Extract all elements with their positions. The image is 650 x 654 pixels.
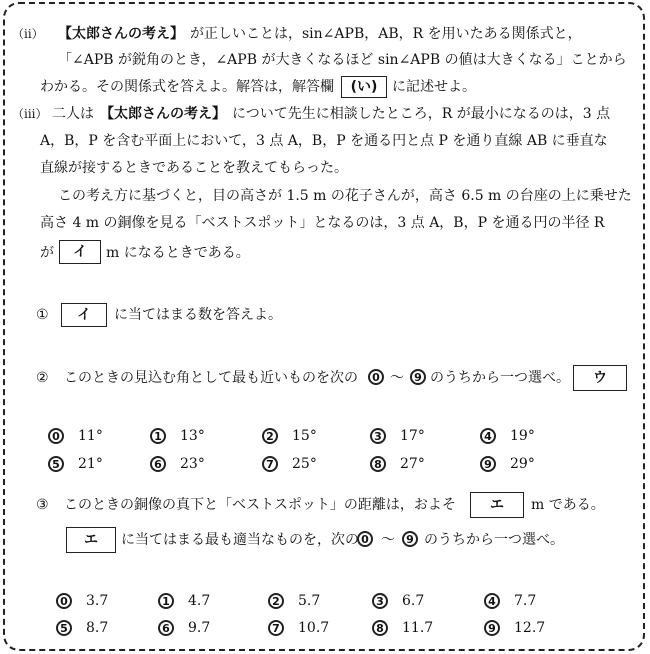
q3-option-value: 7.7 xyxy=(514,593,537,609)
question-3-text-end: m である。 xyxy=(531,497,605,513)
q3-option-key: 1 xyxy=(158,593,174,609)
answer-box-a: イ xyxy=(59,240,101,264)
q2-option-key: 4 xyxy=(480,428,496,444)
q2-option-value: 21° xyxy=(78,456,103,472)
answer-box-a-q1: イ xyxy=(61,303,107,327)
taro-idea-heading: 【太郎さんの考え】 xyxy=(58,26,184,42)
question-1-number: ① xyxy=(36,307,49,323)
question-3-number: ③ xyxy=(36,497,49,513)
q3-option-value: 3.7 xyxy=(86,593,109,609)
q3-option-1 xyxy=(158,593,210,609)
q2-option-value: 23° xyxy=(180,456,205,472)
q3-option-key: 6 xyxy=(158,620,174,636)
question-1-text: に当てはまる数を答えよ。 xyxy=(114,307,282,323)
q3-option-value: 4.7 xyxy=(188,593,211,609)
q3-option-value: 11.7 xyxy=(402,620,434,636)
q3-option-value: 6.7 xyxy=(402,593,425,609)
section-iii-line3: 直線が接するときであることを教えてもらった。 xyxy=(40,160,348,176)
q3-option-4 xyxy=(484,593,536,609)
section-iii-line6-end: m になるときである。 xyxy=(106,245,250,261)
section-iii-line2: A，B，P を含む平面上において，3 点 A，B，P を通る円と点 P を通り直線 AB に垂直な xyxy=(40,133,608,149)
range-from-marker: 0 xyxy=(368,369,384,385)
question-2-number: ② xyxy=(36,370,49,386)
range-from-marker-2: 0 xyxy=(357,531,373,547)
q2-option-0 xyxy=(48,428,103,444)
question-3-text-d: のうちから一つ選べ。 xyxy=(424,532,564,548)
q3-option-3 xyxy=(372,593,424,609)
q3-option-2 xyxy=(268,593,320,609)
answer-box-e: エ xyxy=(470,492,524,518)
q3-option-key: 2 xyxy=(268,593,284,609)
question-3-text: このときの銅像の真下と「ベストスポット」の距離は，およそ xyxy=(64,497,456,513)
q3-option-value: 12.7 xyxy=(514,620,546,636)
q3-option-key: 3 xyxy=(372,593,388,609)
q2-option-value: 11° xyxy=(78,428,103,444)
q3-option-value: 5.7 xyxy=(298,593,321,609)
section-ii-line1: が正しいことは，sin∠APB，AB，R を用いたある関係式と， xyxy=(190,26,582,42)
q2-option-1 xyxy=(150,428,205,444)
q3-option-value: 8.7 xyxy=(86,620,109,636)
q2-option-key: 3 xyxy=(370,428,386,444)
q2-option-4 xyxy=(480,428,535,444)
section-iii-line1: について先生に相談したところ，R が最小になるのは，3 点 xyxy=(232,106,611,122)
range-to-marker: 9 xyxy=(410,369,426,385)
section-iii-line6-start: が xyxy=(40,245,54,261)
section-ii-line3-end: に記述せよ。 xyxy=(392,79,476,95)
question-2-text-end: のうちから一つ選べ。 xyxy=(430,370,570,386)
q2-option-7 xyxy=(262,456,317,472)
answer-box-u: ウ xyxy=(573,365,627,391)
q2-option-value: 19° xyxy=(510,428,535,444)
q2-option-3 xyxy=(370,428,425,444)
q2-option-value: 29° xyxy=(510,456,535,472)
q2-option-key: 7 xyxy=(262,456,278,472)
q3-option-5 xyxy=(56,620,108,636)
q2-option-5 xyxy=(48,456,103,472)
question-2-text: このときの見込む角として最も近いものを次の xyxy=(64,370,358,386)
q3-option-9 xyxy=(484,620,545,636)
range-separator: ～ xyxy=(390,370,404,386)
q2-option-key: 1 xyxy=(150,428,166,444)
q3-option-6 xyxy=(158,620,210,636)
q2-option-value: 13° xyxy=(180,428,205,444)
section-ii-line2: 「∠APB が鋭角のとき，∠APB が大きくなるほど sin∠APB の値は大きくなる」ことから xyxy=(58,52,627,68)
q3-option-value: 9.7 xyxy=(188,620,211,636)
answer-box-e-2: エ xyxy=(66,527,116,553)
q3-option-0 xyxy=(56,593,108,609)
q3-option-7 xyxy=(268,620,329,636)
q2-option-key: 2 xyxy=(262,428,278,444)
section-ii-line3: わかる。その関係式を答えよ。解答は，解答欄 xyxy=(40,79,334,95)
section-iii-line4: この考え方に基づくと，目の高さが 1.5 m の花子さんが，高さ 6.5 m の台座の上に乗せた xyxy=(58,188,632,204)
q3-option-key: 9 xyxy=(484,620,500,636)
range-to-marker-2: 9 xyxy=(402,531,418,547)
q2-option-key: 9 xyxy=(480,456,496,472)
q2-option-6 xyxy=(150,456,205,472)
q2-option-2 xyxy=(262,428,317,444)
section-iii-label: （ⅲ） xyxy=(12,107,48,121)
q3-option-key: 7 xyxy=(268,620,284,636)
q2-option-key: 5 xyxy=(48,456,64,472)
section-iii-line1-start: 二人は xyxy=(52,106,94,122)
q2-option-value: 25° xyxy=(292,456,317,472)
q3-option-key: 5 xyxy=(56,620,72,636)
q3-option-key: 4 xyxy=(484,593,500,609)
question-3-text-c: に当てはまる最も適当なものを，次の xyxy=(121,532,359,548)
q3-option-key: 0 xyxy=(56,593,72,609)
answer-box-i: (い) xyxy=(341,76,387,98)
range-separator-2: ～ xyxy=(381,532,395,548)
q2-option-9 xyxy=(480,456,535,472)
section-ii-label: （ⅱ） xyxy=(12,27,44,41)
q2-option-value: 15° xyxy=(292,428,317,444)
q3-option-value: 10.7 xyxy=(298,620,330,636)
taro-idea-heading-2: 【太郎さんの考え】 xyxy=(100,106,226,122)
q2-option-key: 6 xyxy=(150,456,166,472)
q3-option-key: 8 xyxy=(372,620,388,636)
q2-option-key: 0 xyxy=(48,428,64,444)
q2-option-key: 8 xyxy=(370,456,386,472)
q3-option-8 xyxy=(372,620,433,636)
section-iii-line5: 高さ 4 m の銅像を見る「ベストスポット」となるのは，3 点 A，B，P を通る円の半径 R xyxy=(40,215,605,231)
q2-option-8 xyxy=(370,456,425,472)
q2-option-value: 17° xyxy=(400,428,425,444)
q2-option-value: 27° xyxy=(400,456,425,472)
